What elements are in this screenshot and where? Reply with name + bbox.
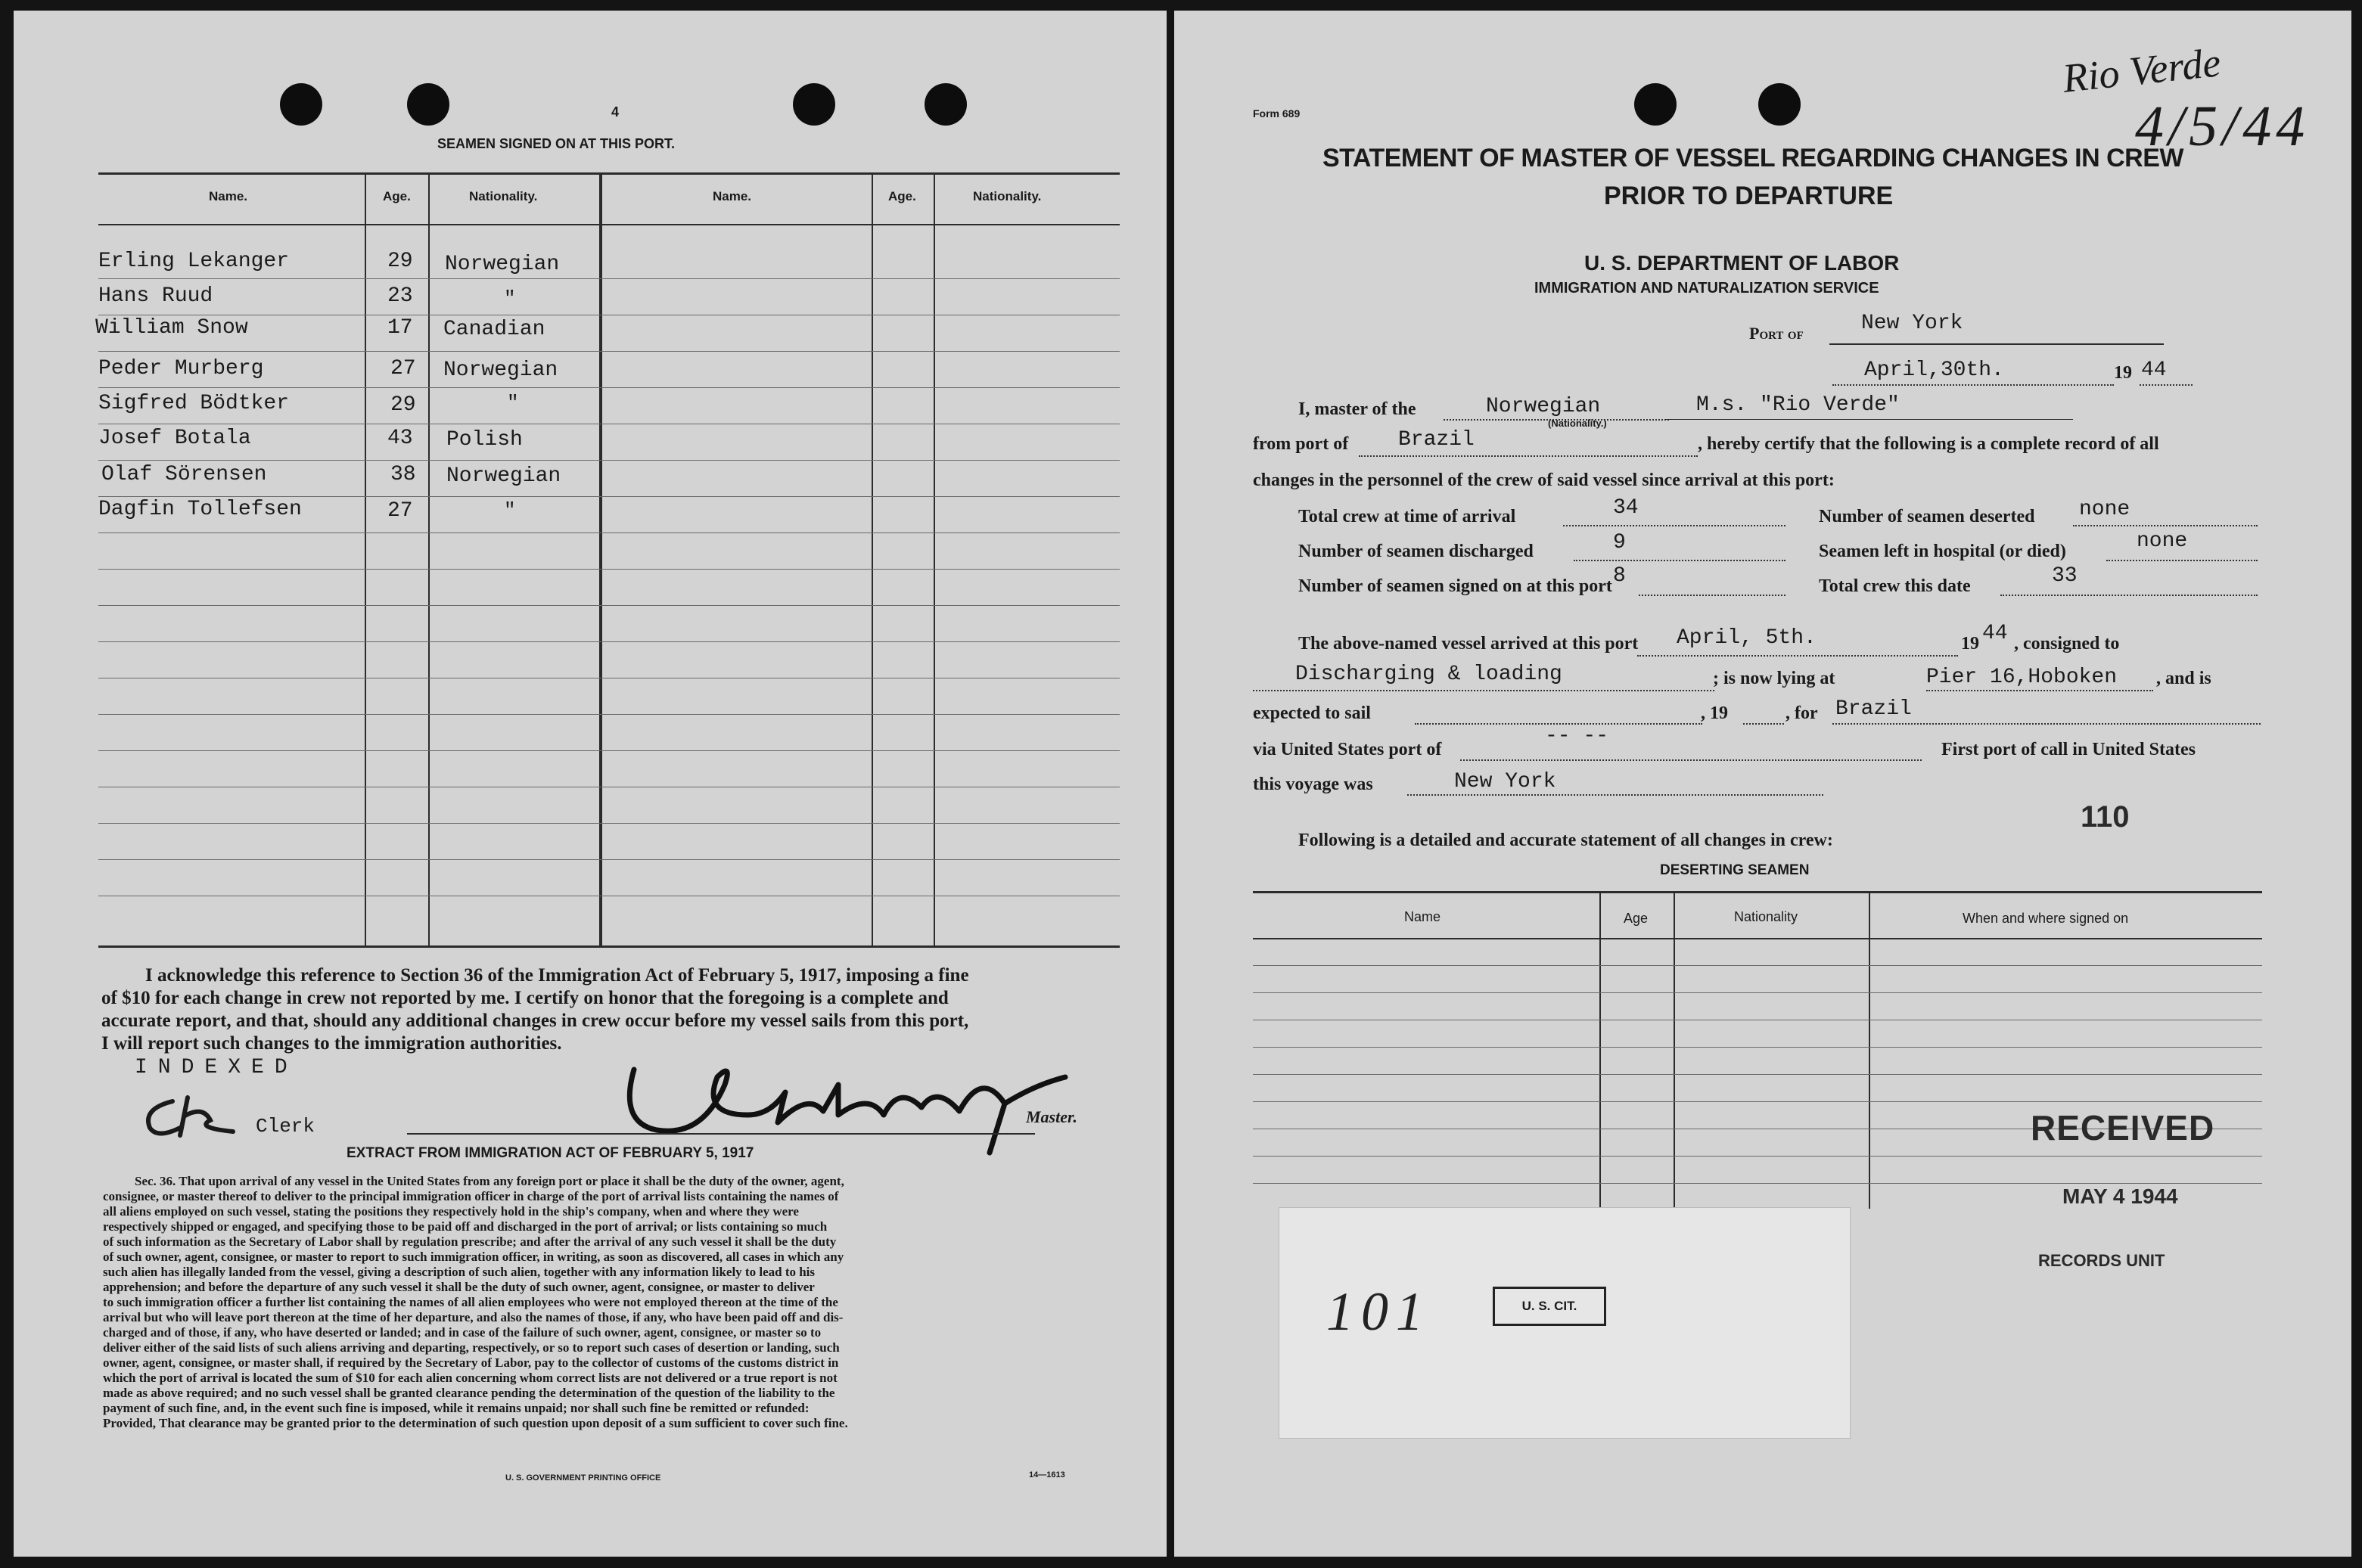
sec36-line: made as above required; and no such vessel shall be granted clearance pending the determination of the question of the liability to the	[103, 1386, 835, 1400]
seaman-age: 29	[387, 250, 413, 273]
nationality-line	[1444, 419, 1669, 421]
total-arrival-value: 34	[1613, 496, 1639, 520]
desert-row-rule	[1253, 1101, 2262, 1102]
stat-line	[2106, 560, 2258, 561]
seaman-nationality: Canadian	[443, 318, 545, 341]
row-rule	[98, 532, 1120, 533]
clerk-label: Clerk	[256, 1115, 315, 1138]
col-rule	[428, 172, 430, 947]
sec36-line: which the port of arrival is located the sum of $10 for each alien concerning whom correct lists are not delivered or a true report is not	[103, 1371, 838, 1385]
first-port-label: First port of call in United States	[1941, 740, 2196, 759]
seaman-age: 27	[387, 499, 413, 523]
arrived-year-prefix: 19	[1961, 634, 1979, 654]
ack-line: I will report such changes to the immigration authorities.	[101, 1033, 562, 1054]
signed-value: 8	[1613, 564, 1626, 588]
header-nationality: Nationality.	[973, 189, 1042, 203]
punch-hole	[1758, 83, 1801, 126]
desert-row-rule	[1253, 992, 2262, 993]
attached-slip	[1279, 1207, 1851, 1439]
deserted-label: Number of seamen deserted	[1819, 507, 2035, 526]
ack-line: I acknowledge this reference to Section 36 of the Immigration Act of February 5, 1917, imposing a fine	[145, 965, 969, 986]
row-rule	[98, 750, 1120, 751]
sec36-line: respectively shipped or engaged, and specifying those to be paid off and discharged in the port of arrival; or lists containing so much	[103, 1219, 828, 1234]
hospital-label: Seamen left in hospital (or died)	[1819, 542, 2066, 561]
sec36-line: such alien has illegally landed from the vessel, giving a description of such alien, together with any information likely to lead to his	[103, 1265, 816, 1279]
sec36-line: owner, agent, consignee, or master shall, if required by the Secretary of Labor, pay to the collector of customs of the customs district in	[103, 1355, 839, 1370]
year-line	[2140, 384, 2193, 386]
from-port-label: from port of	[1253, 434, 1349, 454]
form-number: Form 689	[1253, 107, 1301, 120]
date-line	[1832, 384, 2114, 386]
desert-header-age: Age	[1624, 911, 1649, 926]
via-label: via United States port of	[1253, 740, 1442, 759]
stat-line	[1574, 560, 1785, 561]
left-page	[14, 11, 1167, 1557]
seaman-age: 17	[387, 316, 413, 340]
year-value: 44	[2141, 359, 2167, 382]
and-is-text: , and is	[2156, 669, 2211, 688]
sec36-line: consignee, or master thereof to deliver to the principal immigration officer in charge of the port of arrival lists containing the names of	[103, 1189, 839, 1203]
ack-line: of $10 for each change in crew not reported by me. I certify on honor that the foregoing is a complete and	[101, 988, 949, 1008]
handwritten-vessel: Rio Verde	[2060, 39, 2223, 101]
this-voyage-value: New York	[1454, 770, 1556, 793]
stat-line	[2073, 525, 2258, 526]
following-text: Following is a detailed and accurate statement of all changes in crew:	[1298, 831, 1833, 850]
punch-hole	[793, 83, 835, 126]
total-date-label: Total crew this date	[1819, 576, 1971, 596]
received-stamp: RECEIVED	[2031, 1108, 2215, 1147]
received-date: MAY 4 1944	[2062, 1185, 2178, 1208]
header-nationality: Nationality.	[469, 189, 538, 203]
stat-line	[1639, 595, 1785, 596]
desert-header-name: Name	[1404, 909, 1441, 924]
row-rule	[98, 460, 1120, 461]
col-rule	[599, 172, 602, 947]
seaman-nationality: Norwegian	[446, 464, 561, 488]
sec36-line: of such information as the Secretary of Labor shall by regulation prescribe; and after the arrival of any such vessel it shall be the duty	[103, 1234, 837, 1249]
punch-hole	[1634, 83, 1677, 126]
punch-hole	[407, 83, 449, 126]
row-rule	[98, 823, 1120, 824]
extract-title: EXTRACT FROM IMMIGRATION ACT OF FEBRUARY 5, 1917	[347, 1145, 754, 1161]
right-page	[1174, 11, 2351, 1557]
seaman-name: Hans Ruud	[98, 284, 213, 308]
desert-table-top	[1253, 891, 2262, 893]
form-title: STATEMENT OF MASTER OF VESSEL REGARDING CHANGES IN CREW	[1322, 144, 2183, 172]
sec36-line: Provided, That clearance may be granted prior to the determination of such question upon deposit of a sum sufficient to cover such fine.	[103, 1416, 848, 1430]
sec36-line: apprehension; and before the departure of any such vessel it shall be the duty of such owner, agent, consignee, or master to deliver	[103, 1280, 815, 1294]
row-rule	[98, 605, 1120, 606]
col-rule	[934, 172, 935, 947]
expected-year-line	[1743, 723, 1784, 725]
row-rule	[98, 496, 1120, 497]
seaman-nationality: Norwegian	[443, 359, 558, 382]
via-value: -- --	[1545, 725, 1609, 748]
lying-label: ; is now lying at	[1713, 669, 1835, 688]
arrived-line	[1637, 655, 1958, 657]
deserting-title: DESERTING SEAMEN	[1660, 862, 1810, 878]
seaman-nationality: "	[504, 499, 516, 522]
table-top-rule	[98, 172, 1120, 175]
sec36-line: payment of such fine, and, in the event such fine is imposed, while it remains unpaid; nor shall such fine be remitted or refunded:	[103, 1401, 810, 1415]
records-unit: RECORDS UNIT	[2038, 1251, 2165, 1270]
for-value: Brazil	[1835, 697, 1912, 721]
us-cit-stamp	[1493, 1287, 1606, 1326]
seaman-nationality: "	[504, 287, 516, 310]
port-line	[1829, 343, 2164, 345]
section-title: SEAMEN SIGNED ON AT THIS PORT.	[437, 136, 676, 151]
punch-hole	[925, 83, 967, 126]
stat-line	[1563, 525, 1785, 526]
header-name: Name.	[209, 189, 248, 203]
stamp-number: 110	[2081, 800, 2130, 834]
seaman-name: Peder Murberg	[98, 357, 264, 380]
lying-value: Pier 16,Hoboken	[1926, 666, 2118, 689]
sec36-line: Sec. 36. That upon arrival of any vessel in the United States from any foreign port or place it shall be the duty of the owner, agent,	[135, 1174, 844, 1188]
this-voyage-label: this voyage was	[1253, 775, 1373, 794]
vessel-line	[1664, 419, 2073, 420]
sec36-line: deliver either of the said lists of such aliens arriving and departing, respectively, or so to report such cases of desertion or landing, such	[103, 1340, 840, 1355]
header-age: Age.	[888, 189, 916, 203]
consigned-label: , consigned to	[2014, 634, 2120, 654]
port-of-label: Port of	[1749, 324, 1804, 343]
row-rule	[98, 387, 1120, 388]
row-rule	[98, 278, 1120, 279]
seaman-nationality: Polish	[446, 428, 523, 452]
discharged-label: Number of seamen discharged	[1298, 542, 1534, 561]
desert-header-rule	[1253, 938, 2262, 939]
for-label: , for	[1785, 703, 1818, 723]
seaman-age: 27	[390, 357, 416, 380]
seaman-name: Olaf Sörensen	[101, 463, 267, 486]
sec36-line: arrival but who will leave port thereon at the time of her departure, and also the names of those, if any, who have been paid off and dis-	[103, 1310, 844, 1324]
sec36-line: to such immigration officer a further list containing the names of all alien employees who were not employed thereon at the time of the	[103, 1295, 838, 1309]
seaman-name: Erling Lekanger	[98, 250, 290, 273]
hospital-value: none	[2137, 529, 2188, 553]
port-of-value: New York	[1861, 312, 1963, 335]
seaman-name: Dagfin Tollefsen	[98, 498, 302, 521]
from-port-line	[1359, 455, 1698, 457]
printing-office: U. S. GOVERNMENT PRINTING OFFICE	[505, 1473, 661, 1483]
slip-number: 101	[1326, 1281, 1431, 1342]
us-cit-label: U. S. CIT.	[1521, 1299, 1577, 1313]
for-line	[1832, 723, 2261, 725]
changes-text: changes in the personnel of the crew of said vessel since arrival at this port:	[1253, 470, 1835, 490]
master-of-label: I, master of the	[1298, 399, 1416, 419]
ack-line: accurate report, and that, should any additional changes in crew occur before my vessel sails from this port,	[101, 1011, 969, 1031]
arrived-value: April, 5th.	[1677, 626, 1817, 650]
header-name: Name.	[713, 189, 752, 203]
deserted-value: none	[2079, 498, 2130, 521]
date-value: April,30th.	[1864, 359, 2004, 382]
vessel-value: M.s. "Rio Verde"	[1696, 393, 1900, 417]
desert-row-rule	[1253, 1156, 2262, 1157]
via-line	[1460, 759, 1922, 761]
sec36-line: all aliens employed on such vessel, stating the positions they respectively hold in the ship's company, when and where they were	[103, 1204, 799, 1219]
expected-label: expected to sail	[1253, 703, 1371, 723]
row-rule	[98, 569, 1120, 570]
certify-text: , hereby certify that the following is a complete record of all	[1698, 434, 2159, 454]
nationality-value: Norwegian	[1486, 395, 1601, 418]
signature-line	[407, 1133, 1035, 1135]
row-rule	[98, 641, 1120, 642]
page-number: 4	[611, 104, 620, 120]
desert-col-rule	[1674, 891, 1675, 1209]
seaman-name: William Snow	[95, 316, 248, 340]
year-prefix: 19	[2114, 363, 2132, 383]
handwritten-date: 4/5/44	[2135, 95, 2310, 158]
desert-row-rule	[1253, 965, 2262, 966]
form-subtitle: PRIOR TO DEPARTURE	[1604, 182, 1894, 210]
header-rule	[98, 224, 1120, 225]
total-date-value: 33	[2052, 564, 2078, 588]
desert-row-rule	[1253, 1183, 2262, 1184]
table-bottom-rule	[98, 945, 1120, 948]
desert-col-rule	[1869, 891, 1870, 1209]
arrived-year-value: 44	[1982, 622, 2008, 645]
row-rule	[98, 859, 1120, 860]
expected-year-prefix: , 19	[1701, 703, 1728, 723]
seaman-name: Sigfred Bödtker	[98, 392, 290, 415]
desert-row-rule	[1253, 1074, 2262, 1075]
desert-header-signed: When and where signed on	[1963, 911, 2129, 926]
total-arrival-label: Total crew at time of arrival	[1298, 507, 1516, 526]
from-port-value: Brazil	[1398, 428, 1475, 452]
sec36-line: of such owner, agent, consignee, or master to report to such immigration officer, in writing, as soon as discovered, all cases in which any	[103, 1250, 844, 1264]
print-code: 14—1613	[1029, 1470, 1065, 1480]
seaman-name: Josef Botala	[98, 427, 251, 450]
department: U. S. DEPARTMENT OF LABOR	[1584, 251, 1900, 275]
row-rule	[98, 351, 1120, 352]
lying-line	[1926, 690, 2153, 691]
seaman-nationality: "	[507, 392, 519, 415]
consignee-line	[1253, 690, 1714, 691]
arrived-label: The above-named vessel arrived at this port	[1298, 634, 1639, 654]
row-rule	[98, 714, 1120, 715]
discharged-value: 9	[1613, 531, 1626, 554]
punch-hole	[280, 83, 322, 126]
seaman-age: 43	[387, 427, 413, 450]
header-age: Age.	[383, 189, 411, 203]
desert-row-rule	[1253, 1047, 2262, 1048]
desert-col-rule	[1599, 891, 1601, 1209]
col-rule	[365, 172, 366, 947]
master-label: Master.	[1026, 1107, 1077, 1126]
indexed-stamp: INDEXED	[135, 1056, 298, 1079]
this-voyage-line	[1407, 794, 1823, 796]
signed-label: Number of seamen signed on at this port	[1298, 576, 1612, 596]
col-rule	[872, 172, 873, 947]
consignee-value: Discharging & loading	[1295, 663, 1562, 686]
nationality-caption: (Nationality.)	[1548, 418, 1607, 429]
seaman-age: 29	[390, 393, 416, 417]
service: IMMIGRATION AND NATURALIZATION SERVICE	[1534, 280, 1879, 297]
sec36-line: charged and of those, if any, who have deserted or landed; and in case of the failure of such owner, agent, consignee, or master so to	[103, 1325, 822, 1340]
seaman-nationality: Norwegian	[445, 253, 560, 276]
stat-line	[2000, 595, 2258, 596]
desert-header-nationality: Nationality	[1734, 909, 1798, 924]
seaman-age: 38	[390, 463, 416, 486]
seaman-age: 23	[387, 284, 413, 308]
